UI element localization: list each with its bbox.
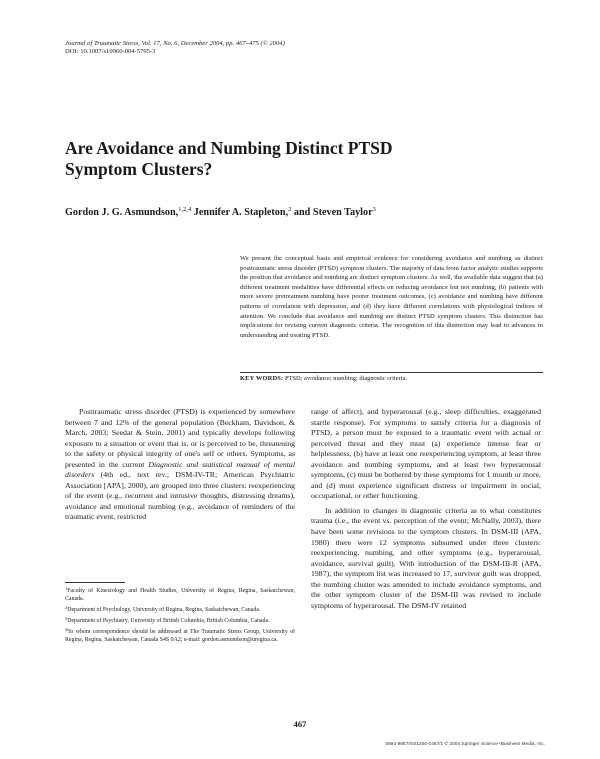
footnote-text: Faculty of Kinesiology and Health Studies, University of Regina, Regina, Saskatchewan, Canada. [65,588,295,603]
doi-line: DOI: 10.1007/s10960-004-5795-3 [65,48,156,55]
body-paragraph: In addition to changes in diagnostic criteria as to what constitutes trauma (i.e., the event vs. perception of the event; McNally, 2003), there have been some revisions to the symptom clusters. In DSM-III (APA, 1980) there were 12 symptoms subsumed under three clusters: reexperiencing, numbing, and other symptoms (e.g., hyperarousal, avoidance, survival guilt). With introduction of the DSM-III-R (APA, 1987), the symptom list was increased to 17, survivor guilt was dropped, the numbing cluster was amended to include avoidance symptoms, and the other symptom cluster of the DSM-III was revised to include symptoms of hyperarousal. The DSM-IV retained [311,505,541,610]
abstract: We present the conceptual basis and empirical evidence for considering avoidance and numbing as distinct posttraumatic stress disorder (PTSD) symptom clusters. The majority of data from factor analytic studies supports the position that avoidance and numbing are distinct symptom clusters. As well, the available data suggest that (a) different treatment modalities have differential effects on reducing avoidance but not numbing, (b) patients with more severe pretreatment numbing have poorer treatment outcomes, (c) avoidance and numbing have different patterns of correlation with depression, and (d) they have different correlations with physiological indices of attention. We conclude that avoidance and numbing are distinct PTSD symptom clusters. This distinction has implications for revising current diagnostic criteria. The recognition of this distinction may lead to advances in understanding and treating PTSD. [240,255,543,339]
footnote-mark: 4 [65,627,68,633]
footnote-text: Department of Psychiatry, University of British Columbia, British Columbia, Canada. [67,618,270,625]
affiliation-marks: 1,2,4 [178,206,192,213]
author-joiner: and [293,207,311,218]
footnote [65,626,295,644]
author-name: Steven Taylor [312,207,373,218]
body-text: Posttraumatic stress disorder (PTSD) is experienced by somewhere between 7 and 12% of the general population (Beckham, Davidson, & March, 2003; Seedat & Stein, 2001) and typically develops following exposure to a situation or event that is, or is perceived to be, threatening to the safety or physical integrity of one's self or others. Symptoms, as presented in the current [65,407,295,469]
footnote-text: Department of Psychology, University of Regina, Regina, Saskatchewan, Canada. [67,607,261,614]
footnote-mark: 1 [65,586,68,591]
footnote [65,604,295,614]
journal-line: Journal of Traumatic Stress, Vol. 17, No. 6, December 2004, pp. 467–475 (© 2004) [65,40,285,47]
author-list [65,206,545,218]
author-name: Jennifer A. Stapleton, [193,207,289,218]
footnote-mark: 2 [65,605,68,611]
keywords-label: KEY WORDS: [240,375,284,382]
body-column-left [65,407,295,523]
footnote-divider [65,582,125,583]
body-paragraph [65,407,295,523]
dsm-title-italic: Diagnostic and statistical manual of mental disorders [65,459,295,480]
copyright-line: 0894-9867/04/1200-0467/1 © 2004 Springer Science+Business Media, Inc. [385,742,545,747]
article-title [65,138,505,180]
keywords-list: PTSD; avoidance; numbing; diagnostic criteria. [284,375,407,382]
footnote-text: To whom correspondence should be addressed at The Traumatic Stress Group, University of Regina, Regina, Saskatchewan, Canada S4S 0A2; e-mail: gordon.asmundson@uregina.ca. [65,629,295,644]
footnote-mark: 3 [65,616,68,622]
title-line-2: Symptom Clusters? [65,159,213,179]
footnote [65,615,295,625]
page-number: 467 [293,719,307,729]
footnotes [65,585,295,646]
keywords [240,375,543,383]
abstract-divider [240,372,543,373]
author-name: Gordon J. G. Asmundson, [65,207,179,218]
title-line-1: Are Avoidance and Numbing Distinct PTSD [65,138,393,158]
body-column-right [311,407,541,611]
body-paragraph: range of affect), and hyperarousal (e.g., sleep difficulties, exaggerated startle response). For symptoms to satisfy criteria for a diagnosis of PTSD, a person must be exposed to a traumatic event with actual or perceived threat and they must (a) experience intense fear or helplessness, (b) have at least one reexperiencing symptom, at least three avoidance and numbing symptoms, and at least two hyperarousal symptoms, (c) must be bothered by these symptoms for 1 month or more, and (d) must experience significant distress or impairment in social, occupational, or other functioning. [311,407,541,501]
footnote [65,585,295,603]
body-text: (4th ed., text rev.; DSM-IV-TR; American Psychiatric Association [APA], 2000), are grouped into three clusters: reexperiencing of the event (e.g., recurrent and intrusive thoughts, distressing dreams), avoidance and emotional numbing (e.g., avoidance of reminders of the traumatic event, restricted [65,470,295,522]
affiliation-marks: 3 [372,206,376,213]
affiliation-marks: 2 [288,206,292,213]
journal-citation [65,40,425,56]
